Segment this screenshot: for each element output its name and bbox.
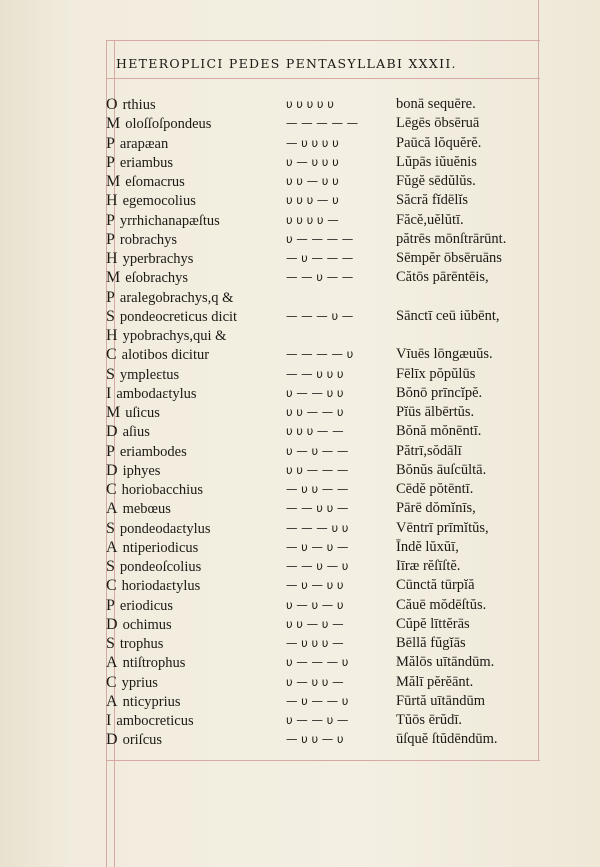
meter-pattern: [286, 326, 376, 345]
foot-name-rest: egemocolius: [122, 193, 196, 210]
foot-name-rest: yrrhichanapæſtus: [119, 212, 220, 229]
table-row: [0, 557, 600, 576]
foot-name-rest: aralegobrachys,q &: [119, 289, 234, 306]
foot-name-rest: eriambodes: [119, 443, 187, 460]
example-phrase: Pārē dŏmĭnīs,: [396, 500, 476, 517]
example-phrase: Bŏnŭs āuſcūltā.: [396, 461, 487, 478]
foot-name: [106, 519, 211, 538]
table-row: [0, 268, 600, 287]
table-row: [0, 692, 600, 711]
meter-pattern: — — υ υ —: [286, 501, 349, 516]
foot-initial: S: [106, 307, 115, 325]
foot-name-rest: eriodicus: [119, 597, 174, 614]
foot-name-rest: iphyes: [122, 462, 161, 479]
table-row: [0, 230, 600, 249]
foot-initial: S: [106, 635, 115, 652]
table-row: [0, 114, 600, 133]
example-phrase: Pĭūs ālbērtŭs.: [396, 404, 475, 420]
meter-pattern: — υ — υ υ: [286, 578, 344, 593]
table-row: [0, 673, 600, 692]
foot-name: [106, 153, 173, 172]
meter-pattern: υ — υ — —: [286, 443, 349, 458]
example-phrase: Fūrtă uītāndūm: [396, 692, 486, 709]
example-phrase: Tŭōs ērŭdī.: [396, 712, 463, 728]
table-row: [0, 345, 600, 364]
foot-initial: O: [106, 96, 118, 113]
table-row: [0, 172, 600, 191]
foot-name: [106, 249, 193, 268]
foot-name-rest: nticyprius: [122, 693, 181, 710]
table-row: [0, 422, 600, 441]
meter-pattern: υ υ — υ —: [286, 616, 344, 631]
foot-initial: M: [106, 173, 121, 190]
meter-pattern: υ υ υ — υ: [286, 193, 339, 208]
example-phrase: Sēmpĕr ōbsēruāns: [396, 250, 502, 266]
table-row: [0, 711, 600, 730]
foot-initial: A: [106, 692, 118, 710]
foot-name: [106, 403, 160, 422]
table-row: [0, 153, 600, 172]
meter-pattern: — — — υ υ: [286, 520, 349, 535]
table-row: [0, 365, 600, 384]
foot-name: [106, 461, 160, 480]
foot-initial: H: [106, 327, 118, 344]
table-row: [0, 442, 600, 461]
foot-initial: M: [106, 269, 121, 287]
foot-name: [106, 288, 233, 307]
foot-name: [106, 576, 200, 595]
table-row: [0, 288, 600, 307]
meter-pattern: [286, 288, 376, 307]
meter-pattern: υ υ — — υ: [286, 405, 344, 419]
foot-name: [106, 326, 226, 345]
foot-name-rest: pondeoſcolius: [119, 559, 202, 575]
table-row: [0, 653, 600, 672]
foot-initial: A: [106, 654, 118, 672]
meter-pattern: υ — υ υ υ: [286, 154, 339, 169]
example-phrase: bonā sequēre.: [396, 96, 476, 112]
example-phrase: Căuē mŏdēſtŭs.: [396, 596, 487, 613]
foot-name: [106, 345, 209, 364]
table-row: [0, 461, 600, 480]
foot-name-rest: oriſcus: [122, 732, 163, 749]
meter-pattern: — υ υ υ —: [286, 636, 344, 650]
foot-name: [106, 384, 197, 403]
foot-name: [106, 557, 201, 576]
foot-name-rest: rthius: [122, 97, 156, 113]
foot-name: [106, 615, 172, 634]
example-phrase: Mălōs uītāndūm.: [396, 654, 495, 671]
foot-initial: A: [106, 538, 118, 556]
foot-name: [106, 172, 185, 191]
foot-name-rest: robrachys: [119, 231, 178, 248]
meter-pattern: — υ — — υ: [286, 693, 349, 708]
foot-name: [106, 653, 185, 672]
example-phrase: Īndĕ lŭxŭī,: [396, 538, 459, 555]
foot-name: [106, 711, 194, 730]
meter-pattern: υ — υ υ —: [286, 674, 344, 689]
table-row: [0, 211, 600, 230]
foot-name-rest: oloſſoſpondeus: [125, 116, 212, 133]
foot-name-rest: ympleɛtus: [119, 366, 180, 383]
foot-initial: D: [106, 731, 118, 749]
example-phrase: ūſquĕ ſtŭdēndūm.: [396, 731, 498, 748]
example-phrase: Fēlīx pŏpŭlūs: [396, 365, 476, 382]
meter-pattern: υ υ — — —: [286, 462, 349, 477]
table-row: [0, 596, 600, 615]
table-row: [0, 403, 600, 422]
foot-initial: S: [106, 519, 115, 537]
foot-name: [106, 134, 168, 153]
example-phrase: Săcră fĭdēlĭs: [396, 192, 469, 209]
meter-pattern: — υ — — —: [286, 251, 354, 265]
foot-name-rest: uſicus: [125, 405, 160, 421]
example-phrase: Cēdĕ pŏtēntī.: [396, 481, 474, 497]
meter-pattern: — υ υ υ υ: [286, 135, 339, 150]
foot-name: [106, 442, 187, 461]
foot-initial: C: [106, 577, 117, 595]
meter-pattern: υ — — υ —: [286, 713, 349, 727]
foot-name-rest: horiobacchius: [121, 482, 204, 498]
foot-name-rest: ochimus: [122, 616, 172, 633]
foot-initial: H: [106, 250, 118, 267]
foot-initial: P: [106, 442, 115, 460]
table-row: [0, 576, 600, 595]
foot-initial: I: [106, 384, 112, 402]
meter-pattern: υ — — — —: [286, 231, 354, 246]
table-row: [0, 307, 600, 326]
foot-name: [106, 596, 173, 615]
meter-pattern: — — υ — —: [286, 270, 354, 285]
foot-initial: P: [106, 596, 115, 614]
example-phrase: Iīræ rĕſīſtĕ.: [396, 558, 461, 574]
meter-pattern: — υ υ — —: [286, 482, 349, 496]
foot-name-rest: ambocreticus: [116, 713, 194, 729]
foot-name-rest: eriambus: [119, 154, 174, 171]
foot-name-rest: yperbrachys: [122, 251, 194, 267]
foot-name: [106, 268, 188, 287]
example-phrase: Pătrī,sŏdālī: [396, 442, 462, 459]
foot-initial: P: [106, 153, 115, 171]
meter-pattern: υ — — — υ: [286, 655, 349, 670]
foot-name: [106, 114, 211, 133]
example-phrase: Vēntrī prīmĭtŭs,: [396, 519, 489, 536]
example-phrase: Cătōs pārēntēis,: [396, 269, 489, 286]
foot-name: [106, 538, 198, 557]
foot-name: [106, 95, 156, 114]
foot-name-rest: horiodaɛtylus: [121, 578, 201, 595]
foot-initial: M: [106, 115, 121, 133]
foot-name-rest: arapæan: [119, 135, 169, 152]
foot-initial: C: [106, 673, 117, 691]
foot-name: [106, 365, 179, 384]
table-row: [0, 538, 600, 557]
meter-pattern: υ υ υ υ —: [286, 212, 339, 227]
foot-initial: D: [106, 461, 118, 479]
running-header: HETEROPLICI PEDES PENTASYLLABI XXXII.: [116, 56, 457, 71]
foot-name: [106, 634, 163, 653]
foot-initial: I: [106, 712, 112, 729]
foot-initial: P: [106, 211, 115, 229]
table-row: [0, 730, 600, 749]
foot-initial: H: [106, 192, 118, 210]
example-phrase: Bŏnă mŏnēntī.: [396, 423, 482, 440]
foot-name: [106, 692, 181, 711]
table-row: [0, 480, 600, 499]
example-phrase: Fŭgĕ sēdŭlŭs.: [396, 173, 476, 189]
foot-name-rest: mebœus: [122, 501, 171, 518]
example-phrase: Paūcă lŏquĕrĕ.: [396, 134, 482, 151]
foot-initial: P: [106, 288, 115, 306]
foot-name-rest: eſomacrus: [125, 174, 185, 190]
example-phrase: Mălī pĕrĕānt.: [396, 673, 474, 690]
foot-name: [106, 211, 220, 230]
example-phrase: Bēllă fŭgĭās: [396, 635, 466, 651]
meter-pattern: υ — υ — υ: [286, 597, 344, 612]
table-row: [0, 634, 600, 653]
meter-pattern: — — υ — υ: [286, 559, 349, 573]
foot-initial: C: [106, 346, 117, 364]
meter-pattern: υ υ υ υ υ: [286, 97, 334, 111]
foot-name-rest: alotibos dicitur: [121, 347, 210, 364]
foot-name-rest: aſius: [122, 424, 150, 441]
meter-pattern: υ υ — υ υ: [286, 174, 339, 188]
meter-pattern: — υ υ — υ: [286, 732, 344, 747]
table-row: [0, 384, 600, 403]
foot-initial: D: [106, 615, 118, 633]
foot-name: [106, 480, 203, 499]
foot-initial: A: [106, 500, 118, 518]
example-phrase: Bŏnō prīncĭpĕ.: [396, 384, 483, 401]
meter-pattern: — — — υ —: [286, 308, 354, 323]
foot-name: [106, 499, 171, 518]
foot-name-rest: pondeocreticus dicit: [119, 308, 238, 325]
example-phrase: Lŭpās iŭuĕnis: [396, 153, 477, 170]
table-row: [0, 519, 600, 538]
foot-initial: P: [106, 134, 115, 152]
meter-pattern: — υ — υ —: [286, 539, 349, 554]
foot-name-rest: ambodaɛtylus: [116, 385, 197, 402]
table-row: [0, 95, 600, 114]
foot-initial: S: [106, 558, 115, 575]
example-phrase: Vīuēs lōngæuŭs.: [396, 346, 493, 363]
table-row: [0, 615, 600, 634]
foot-name-rest: eſobrachys: [125, 270, 189, 287]
foot-name: [106, 307, 237, 326]
foot-name: [106, 230, 177, 249]
foot-name: [106, 730, 162, 749]
example-phrase: pătrēs mōnſtrārūnt.: [396, 230, 507, 247]
meter-pattern: — — — — υ: [286, 347, 354, 362]
example-phrase: Cŭpĕ līttĕrās: [396, 615, 470, 632]
table-row: [0, 191, 600, 210]
foot-name-rest: ntiperiodicus: [122, 539, 199, 556]
foot-initial: M: [106, 404, 121, 421]
foot-name-rest: pondeodaɛtylus: [119, 520, 211, 537]
foot-name: [106, 422, 150, 441]
table-row: [0, 326, 600, 345]
meter-pattern: υ — — υ υ: [286, 385, 344, 400]
example-phrase: Lēgēs ōbsēruā: [396, 115, 480, 132]
foot-name-rest: yprius: [121, 674, 158, 691]
foot-name-rest: trophus: [119, 636, 164, 652]
example-phrase: Făcĕ,uĕlŭtī.: [396, 211, 464, 228]
foot-name-rest: ypobrachys,qui &: [122, 328, 227, 344]
meter-pattern: — — υ υ υ: [286, 366, 344, 381]
foot-initial: C: [106, 481, 117, 498]
foot-name: [106, 673, 158, 692]
foot-initial: P: [106, 230, 115, 248]
table-row: [0, 499, 600, 518]
example-phrase: Sānctī ceū iŭbēnt,: [396, 307, 500, 324]
foot-name-rest: ntiſtrophus: [122, 655, 186, 672]
example-phrase: Cūnctă tūrpĭă: [396, 577, 475, 594]
foot-initial: S: [106, 365, 115, 383]
table-row: [0, 249, 600, 268]
meter-pattern: υ υ υ — —: [286, 424, 344, 439]
foot-initial: D: [106, 423, 118, 441]
meter-pattern: — — — — —: [286, 116, 359, 131]
table-row: [0, 134, 600, 153]
foot-name: [106, 191, 196, 210]
